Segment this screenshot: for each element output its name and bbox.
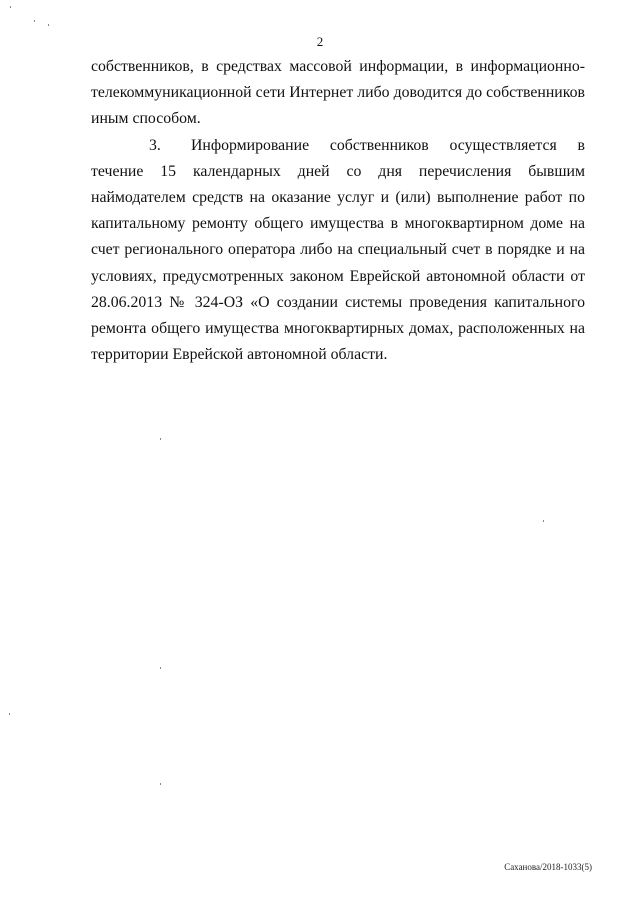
page-number: 2 <box>316 34 324 49</box>
scan-speck <box>160 438 161 440</box>
scan-speck <box>543 520 544 522</box>
paragraph-item-3 <box>91 133 585 369</box>
paragraph-continuation: собственников, в средствах массовой информации, в информационно-телекоммуникационной сети Интернет либо доводится до собственников иным способом. <box>91 58 585 128</box>
item-number: 3. <box>149 136 161 154</box>
document-body <box>91 54 585 368</box>
scan-speck <box>160 783 161 785</box>
scan-speck <box>160 667 161 669</box>
scan-speck <box>9 713 10 715</box>
paragraph-item-3-text: Информирование собственников осуществляется в течение 15 календарных дней со дня перечисления бывшим наймодателем средств на оказание услуг и (или) выполнение работ по капитальному ремонту общего имущества в многоквартирном доме на счет регионального оператора либо на специальный счет в порядке и на условиях, предусмотренных законом Еврейской автономной области от 28.06.2013 № 324-ОЗ «О создании системы проведения капитального ремонта общего имущества многоквартирных домах, расположенных на территории Еврейской автономной области. <box>91 136 585 364</box>
footer-document-code: Саханова/2018-1033(5) <box>504 862 592 872</box>
scan-speck <box>10 6 11 8</box>
scan-speck <box>34 20 35 22</box>
scan-speck <box>48 24 49 26</box>
